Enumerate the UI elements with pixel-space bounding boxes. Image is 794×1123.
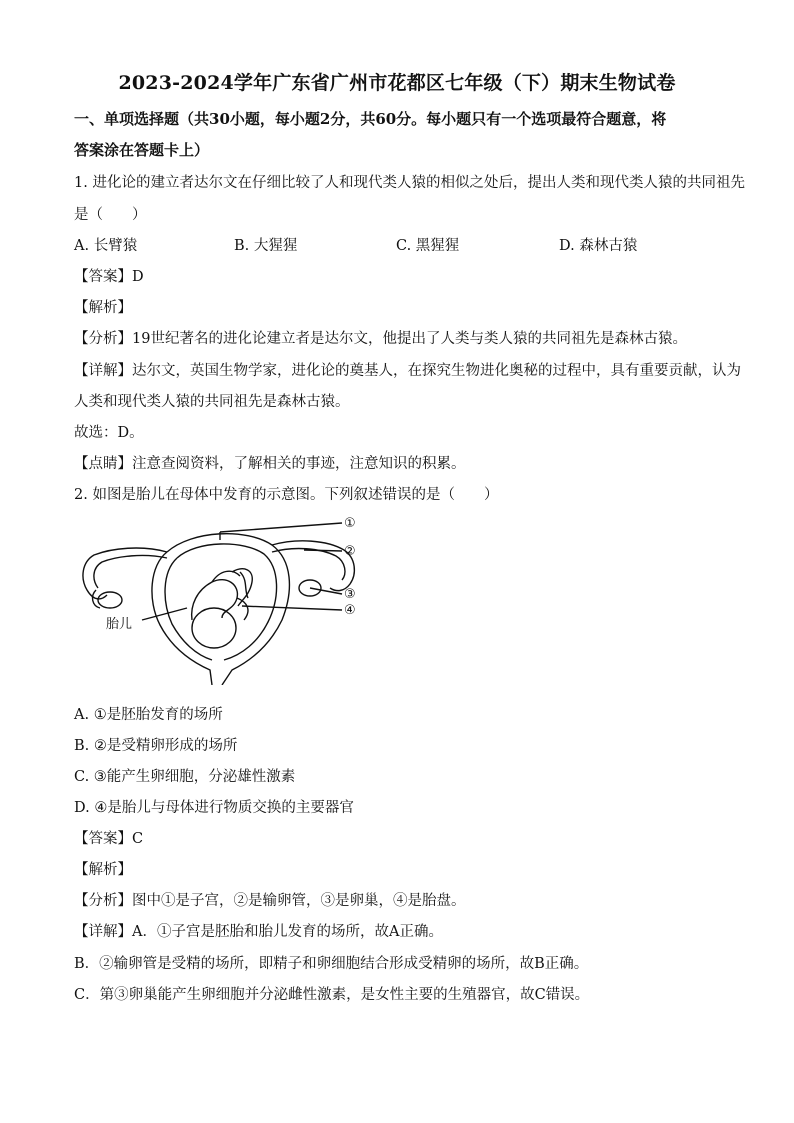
answer-tag: 【答案】 [74, 831, 132, 847]
answer-tag: 【答案】 [74, 269, 132, 285]
q2-option-a: A. ①是胚胎发育的场所 [74, 707, 223, 723]
q1-stem-line2: 是（ ） [74, 207, 147, 223]
figure-label-fetus: 胎儿 [106, 617, 133, 632]
answer-value: C [132, 831, 144, 847]
q2-fenxi: 【分析】图中①是子宫，②是输卵管，③是卵巢，④是胎盘。 [74, 893, 466, 909]
q1-option-d: D. 森林古猿 [559, 238, 638, 254]
q2-analysis-tag: 【解析】 [74, 862, 132, 878]
figure-label-1: ① [344, 516, 356, 531]
q1-xiangjie-line1: 【详解】达尔文，英国生物学家，进化论的奠基人，在探究生物进化奥秘的过程中，具有重要贡献，认为 [74, 363, 741, 379]
figure-label-2: ② [344, 544, 356, 559]
q2-xiangjie-c: C．第③卵巢能产生卵细胞并分泌雌性激素，是女性主要的生殖器官，故C错误。 [74, 987, 590, 1003]
q2-stem: 2. 如图是胎儿在母体中发育的示意图。下列叙述错误的是（ ） [74, 487, 499, 503]
q1-choice: 故选：D。 [74, 425, 144, 441]
q2-option-d: D. ④是胎儿与母体进行物质交换的主要器官 [74, 800, 354, 816]
q1-stem-line1: 1. 进化论的建立者达尔文在仔细比较了人和现代类人猿的相似之处后，提出人类和现代类人猿的共同祖先 [74, 175, 745, 191]
q1-analysis-tag: 【解析】 [74, 300, 132, 316]
q1-option-b: B. 大猩猩 [234, 238, 298, 254]
answer-value: D [132, 269, 144, 285]
section-header-line2: 答案涂在答题卡上） [74, 141, 210, 159]
q1-option-c: C. 黑猩猩 [396, 238, 460, 254]
q1-answer [74, 265, 144, 286]
figure-label-4: ④ [344, 603, 356, 618]
fetus-diagram [72, 510, 372, 685]
q2-answer [74, 827, 143, 848]
q2-option-c: C. ③能产生卵细胞，分泌雄性激素 [74, 769, 296, 785]
q1-fenxi: 【分析】19世纪著名的进化论建立者是达尔文，他提出了人类与类人猿的共同祖先是森林古猿。 [74, 331, 687, 347]
q1-xiangjie-line2: 人类和现代类人猿的共同祖先是森林古猿。 [74, 394, 350, 410]
q1-dianjing: 【点睛】注意查阅资料，了解相关的事迹，注意知识的积累。 [74, 456, 466, 472]
page-title: 2023-2024学年广东省广州市花都区七年级（下）期末生物试卷 [118, 72, 676, 94]
q1-option-a: A. 长臂猿 [74, 238, 138, 254]
q2-option-b: B. ②是受精卵形成的场所 [74, 738, 238, 754]
q2-xiangjie-a: 【详解】A．①子宫是胚胎和胎儿发育的场所，故A正确。 [74, 924, 443, 940]
figure-label-3: ③ [344, 587, 356, 602]
section-header-line1: 一、单项选择题（共30小题，每小题2分，共60分。每小题只有一个选项最符合题意，将 [74, 110, 667, 128]
q2-xiangjie-b: B．②输卵管是受精的场所，即精子和卵细胞结合形成受精卵的场所，故B正确。 [74, 956, 589, 972]
